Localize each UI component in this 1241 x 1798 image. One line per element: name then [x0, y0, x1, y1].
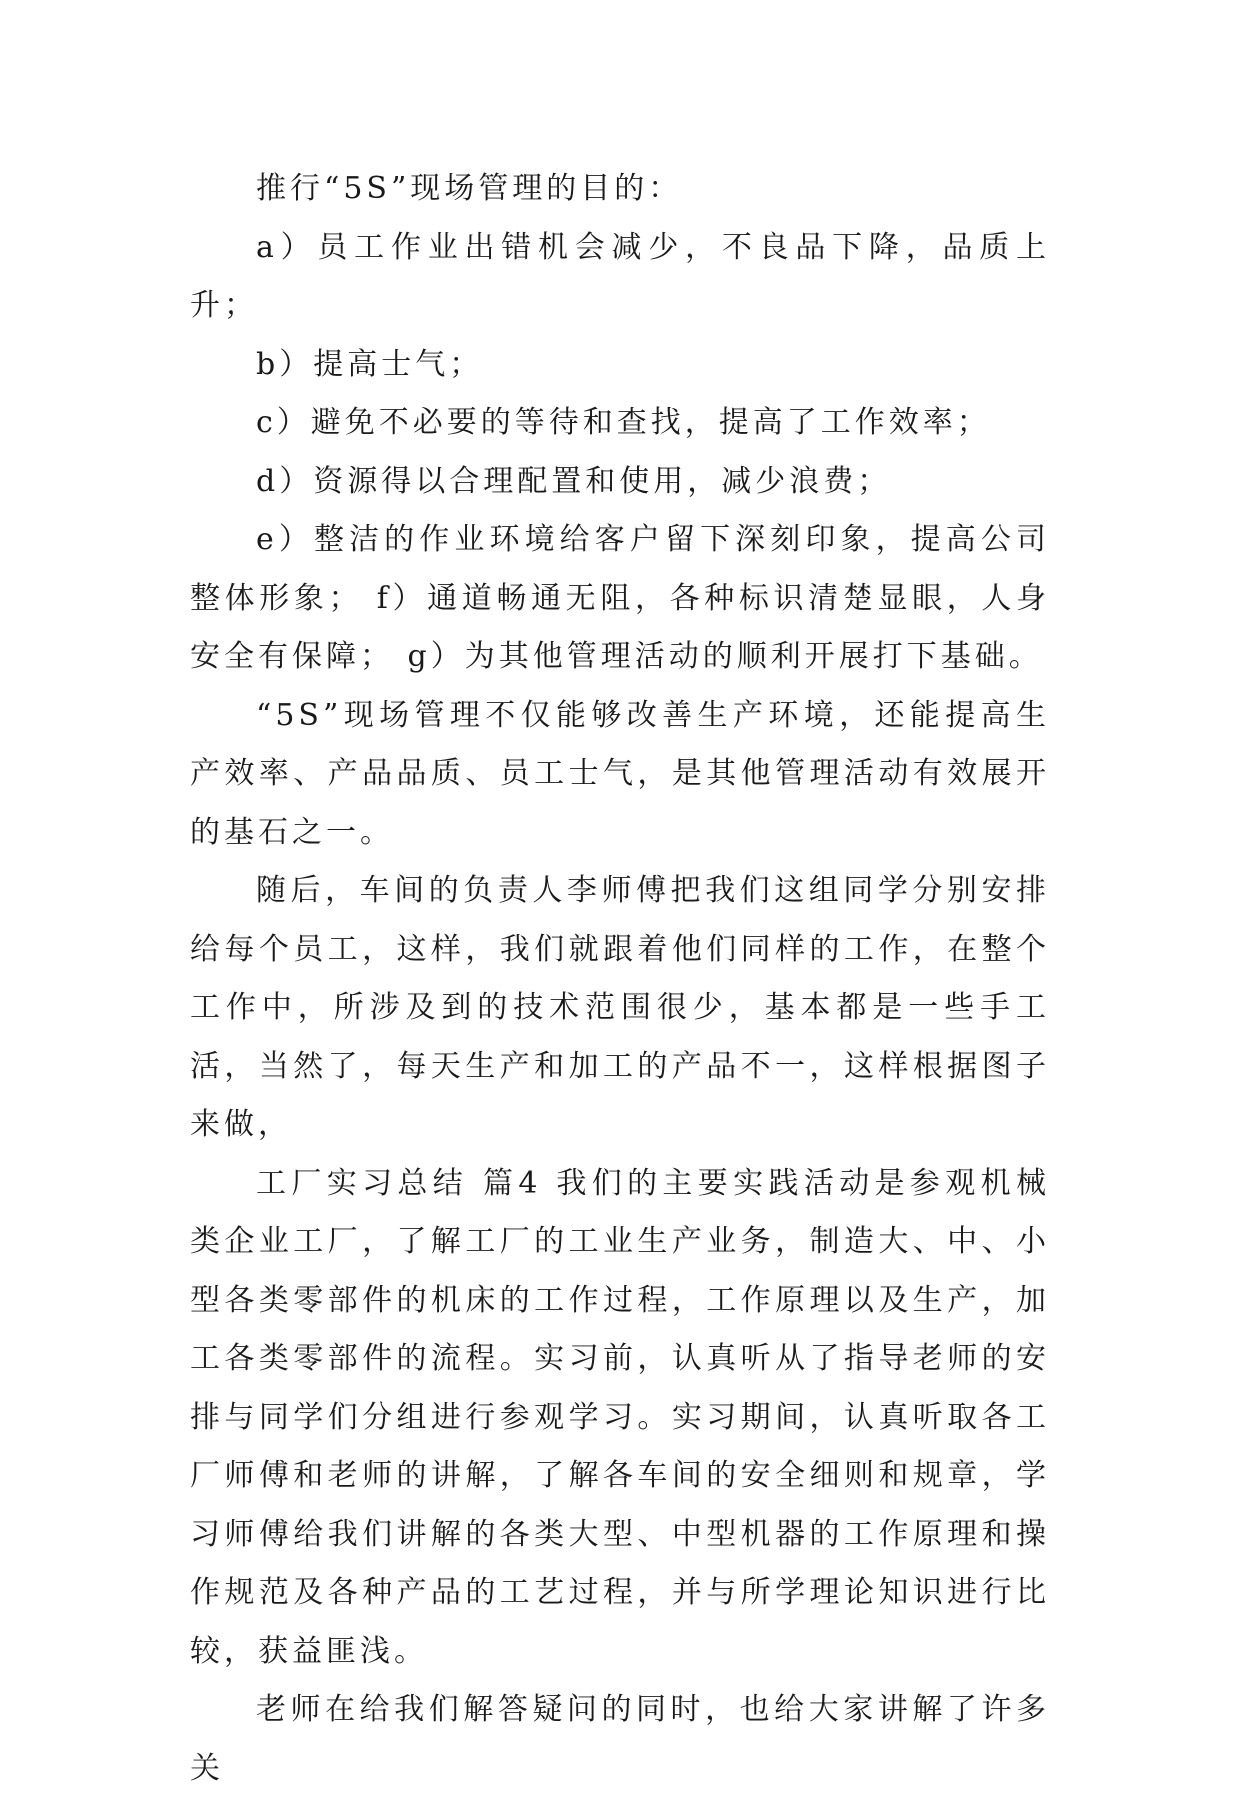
paragraph-item-e-f-g: e）整洁的作业环境给客户留下深刻印象，提高公司整体形象； f）通道畅通无阻，各种标识清楚显眼，人身安全有保障； g）为其他管理活动的顺利开展打下基础。 [190, 522, 1050, 674]
paragraph-item-b: b）提高士气； [256, 346, 484, 382]
paragraph-section-4: 工厂实习总结 篇4 我们的主要实践活动是参观机械类企业工厂，了解工厂的工业生产业务，制造大、中、小型各类零部件的机床的工作过程，工作原理以及生产，加工各类零部件的流程。实习前，认真听从了指导老师的安排与同学们分组进行参观学习。实习期间，认真听取各工厂师傅和老师的讲解，了解各车间的安全细则和规章，学习师傅给我们讲解的各类大型、中型机器的工作原理和操作规范及各种产品的工艺过程，并与所学理论知识进行比较，获益匪浅。 [190, 1165, 1050, 1669]
paragraph-workshop-arrangement: 随后，车间的负责人李师傅把我们这组同学分别安排给每个员工，这样，我们就跟着他们同样的工作，在整个工作中，所涉及到的技术范围很少，基本都是一些手工活，当然了，每天生产和加工的产品不一，这样根据图子来做， [190, 873, 1050, 1142]
paragraph-item-c: c）避免不必要的等待和查找，提高了工作效率； [256, 405, 991, 440]
paragraph-teacher-explanation: 老师在给我们解答疑问的同时，也给大家讲解了许多关 [190, 1692, 1050, 1786]
paragraph-item-d: d）资源得以合理配置和使用，减少浪费； [256, 463, 892, 499]
paragraph-5s-summary: “5S”现场管理不仅能够改善生产环境，还能提高生产效率、产品品质、员工士气，是其他管理活动有效展开的基石之一。 [190, 697, 1050, 850]
document-page [190, 160, 1050, 1798]
paragraph-purpose-heading: 推行“5S”现场管理的目的： [256, 171, 683, 206]
paragraph-item-a: a）员工作业出错机会减少，不良品下降，品质上升； [190, 229, 1050, 323]
